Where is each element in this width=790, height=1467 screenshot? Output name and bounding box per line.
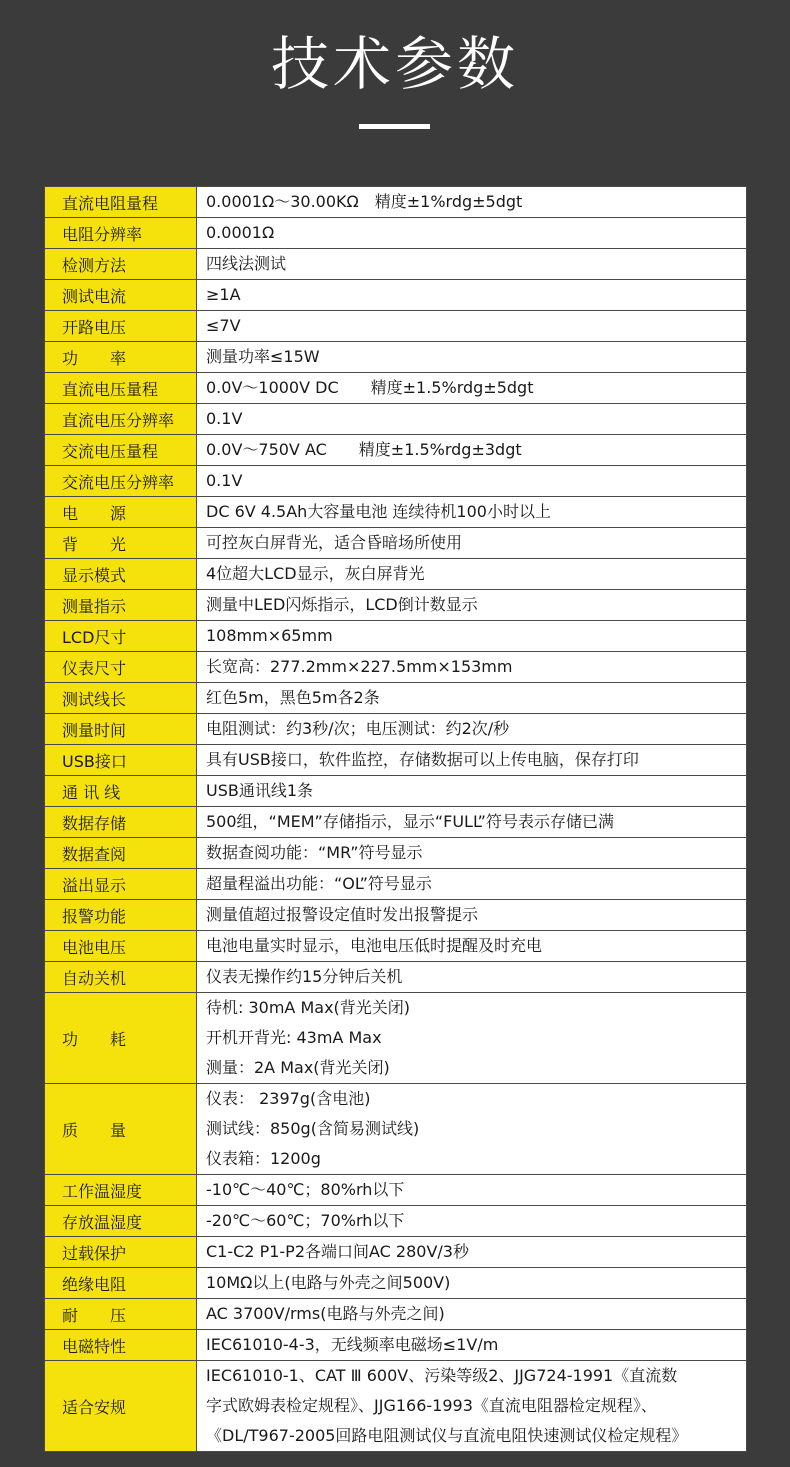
- spec-row: [45, 621, 747, 652]
- spec-row: [45, 962, 747, 993]
- spec-row: [45, 559, 747, 590]
- spec-value: [197, 776, 747, 807]
- spec-value-line: 数据查阅功能：“MR”符号显示: [206, 843, 423, 862]
- spec-value: [197, 187, 747, 218]
- spec-label: 功 耗: [45, 993, 197, 1084]
- spec-label: 交流电压量程: [45, 435, 197, 466]
- spec-value-line: 0.0001Ω～30.00KΩ 精度±1%rdg±5dgt: [206, 192, 523, 211]
- spec-value: [197, 311, 747, 342]
- spec-value-line: -20℃～60℃；70%rh以下: [206, 1211, 405, 1230]
- spec-value-line: USB通讯线1条: [206, 781, 314, 800]
- spec-value: [197, 745, 747, 776]
- spec-value: [197, 683, 747, 714]
- spec-value: [197, 1361, 747, 1452]
- spec-value: [197, 621, 747, 652]
- spec-value: [197, 1084, 747, 1175]
- spec-value: [197, 931, 747, 962]
- spec-row: [45, 931, 747, 962]
- spec-label: 检测方法: [45, 249, 197, 280]
- spec-row: [45, 311, 747, 342]
- title-underline: [359, 124, 430, 129]
- spec-value: [197, 807, 747, 838]
- spec-row: [45, 807, 747, 838]
- spec-value: [197, 590, 747, 621]
- spec-row: [45, 342, 747, 373]
- spec-value: [197, 900, 747, 931]
- spec-value-line: 待机: 30mA Max(背光关闭): [206, 998, 411, 1017]
- spec-label: 测量时间: [45, 714, 197, 745]
- spec-label: 报警功能: [45, 900, 197, 931]
- spec-row: [45, 1299, 747, 1330]
- spec-row: [45, 1268, 747, 1299]
- spec-row: [45, 218, 747, 249]
- spec-value-line: 测试线：850g(含简易测试线): [206, 1119, 420, 1138]
- spec-label: 溢出显示: [45, 869, 197, 900]
- spec-value: [197, 1175, 747, 1206]
- spec-label: 功 率: [45, 342, 197, 373]
- spec-row: [45, 249, 747, 280]
- spec-label: 过载保护: [45, 1237, 197, 1268]
- spec-value-line: 仪表： 2397g(含电池): [206, 1089, 371, 1108]
- spec-value-line: 字式欧姆表检定规程》、JJG166-1993《直流电阻器检定规程》、: [206, 1396, 657, 1415]
- spec-row: [45, 466, 747, 497]
- spec-label: 质 量: [45, 1084, 197, 1175]
- spec-row: [45, 187, 747, 218]
- spec-label: 电磁特性: [45, 1330, 197, 1361]
- spec-value-line: 500组，“MEM”存储指示，显示“FULL”符号表示存储已满: [206, 812, 614, 831]
- page-title: 技术参数: [270, 30, 519, 98]
- spec-value: [197, 249, 747, 280]
- spec-value-line: C1-C2 P1-P2各端口间AC 280V/3秒: [206, 1242, 469, 1261]
- spec-row: [45, 1330, 747, 1361]
- spec-value-line: 可控灰白屏背光，适合昏暗场所使用: [206, 533, 463, 552]
- spec-label: 数据存储: [45, 807, 197, 838]
- spec-value: [197, 869, 747, 900]
- spec-value: [197, 559, 747, 590]
- spec-label: 背 光: [45, 528, 197, 559]
- spec-value-line: 10MΩ以上(电路与外壳之间500V): [206, 1273, 451, 1292]
- spec-row: [45, 993, 747, 1084]
- spec-table: [44, 186, 747, 1452]
- spec-label: 工作温湿度: [45, 1175, 197, 1206]
- spec-value-line: 四线法测试: [206, 254, 287, 273]
- spec-value: [197, 1237, 747, 1268]
- spec-label: 仪表尺寸: [45, 652, 197, 683]
- spec-label: 测量指示: [45, 590, 197, 621]
- spec-label: 直流电阻量程: [45, 187, 197, 218]
- spec-value: [197, 838, 747, 869]
- spec-value-line: 开机开背光: 43mA Max: [206, 1028, 382, 1047]
- spec-value-line: -10℃～40℃；80%rh以下: [206, 1180, 405, 1199]
- spec-value-line: 测量功率≤15W: [206, 347, 320, 366]
- spec-row: [45, 1237, 747, 1268]
- spec-value-line: 具有USB接口，软件监控，存储数据可以上传电脑，保存打印: [206, 750, 639, 769]
- spec-label: 存放温湿度: [45, 1206, 197, 1237]
- spec-value-line: 测量中LED闪烁指示，LCD倒计数显示: [206, 595, 478, 614]
- spec-value-line: ≥1A: [206, 285, 241, 304]
- spec-row: [45, 528, 747, 559]
- spec-value-line: 电阻测试：约3秒/次；电压测试：约2次/秒: [206, 719, 510, 738]
- spec-value-line: 测量值超过报警设定值时发出报警提示: [206, 905, 479, 924]
- spec-value: [197, 466, 747, 497]
- spec-value-line: 0.0V～1000V DC 精度±1.5%rdg±5dgt: [206, 378, 534, 397]
- spec-value: [197, 652, 747, 683]
- spec-value-line: 0.0V～750V AC 精度±1.5%rdg±3dgt: [206, 440, 522, 459]
- spec-label: 显示模式: [45, 559, 197, 590]
- spec-label: USB接口: [45, 745, 197, 776]
- spec-value-line: 4位超大LCD显示，灰白屏背光: [206, 564, 425, 583]
- spec-value-line: 0.0001Ω: [206, 223, 275, 242]
- spec-row: [45, 683, 747, 714]
- spec-value-line: 108mm×65mm: [206, 626, 333, 645]
- spec-row: [45, 1361, 747, 1452]
- spec-value-line: DC 6V 4.5Ah大容量电池 连续待机100小时以上: [206, 502, 551, 521]
- spec-value: [197, 342, 747, 373]
- spec-row: [45, 497, 747, 528]
- spec-label: LCD尺寸: [45, 621, 197, 652]
- spec-value: [197, 404, 747, 435]
- spec-row: [45, 1084, 747, 1175]
- spec-label: 耐 压: [45, 1299, 197, 1330]
- spec-row: [45, 745, 747, 776]
- spec-value-line: 超量程溢出功能：“OL”符号显示: [206, 874, 432, 893]
- spec-label: 绝缘电阻: [45, 1268, 197, 1299]
- spec-value-line: AC 3700V/rms(电路与外壳之间): [206, 1304, 445, 1323]
- spec-value: [197, 1299, 747, 1330]
- spec-value: [197, 1206, 747, 1237]
- spec-row: [45, 714, 747, 745]
- spec-value: [197, 1268, 747, 1299]
- spec-row: [45, 404, 747, 435]
- spec-row: [45, 1175, 747, 1206]
- spec-row: [45, 590, 747, 621]
- spec-value: [197, 435, 747, 466]
- spec-label: 直流电压分辨率: [45, 404, 197, 435]
- spec-value-line: 红色5m，黑色5m各2条: [206, 688, 380, 707]
- spec-row: [45, 280, 747, 311]
- spec-row: [45, 1206, 747, 1237]
- spec-label: 数据查阅: [45, 838, 197, 869]
- spec-value: [197, 528, 747, 559]
- spec-value: [197, 497, 747, 528]
- spec-label: 电 源: [45, 497, 197, 528]
- spec-value-line: 长宽高：277.2mm×227.5mm×153mm: [206, 657, 513, 676]
- spec-value: [197, 373, 747, 404]
- spec-value-line: 测量：2A Max(背光关闭): [206, 1058, 390, 1077]
- spec-row: [45, 838, 747, 869]
- spec-label: 测试线长: [45, 683, 197, 714]
- spec-value: [197, 962, 747, 993]
- spec-label: 适合安规: [45, 1361, 197, 1452]
- spec-value-line: IEC61010-4-3，无线频率电磁场≤1V/m: [206, 1335, 499, 1354]
- spec-value-line: IEC61010-1、CAT Ⅲ 600V、污染等级2、JJG724-1991《直流数: [206, 1366, 678, 1385]
- spec-label: 通 讯 线: [45, 776, 197, 807]
- page-header: [0, 0, 790, 186]
- spec-label: 电池电压: [45, 931, 197, 962]
- spec-value: [197, 1330, 747, 1361]
- spec-label: 自动关机: [45, 962, 197, 993]
- spec-value-line: 仪表无操作约15分钟后关机: [206, 967, 403, 986]
- spec-row: [45, 373, 747, 404]
- spec-value-line: 0.1V: [206, 471, 243, 490]
- spec-label: 测试电流: [45, 280, 197, 311]
- spec-label: 电阻分辨率: [45, 218, 197, 249]
- spec-value: [197, 280, 747, 311]
- spec-value: [197, 993, 747, 1084]
- spec-label: 开路电压: [45, 311, 197, 342]
- spec-value-line: ≤7V: [206, 316, 241, 335]
- spec-row: [45, 900, 747, 931]
- spec-row: [45, 652, 747, 683]
- spec-value-line: 仪表箱：1200g: [206, 1149, 321, 1168]
- spec-row: [45, 435, 747, 466]
- spec-row: [45, 776, 747, 807]
- spec-row: [45, 869, 747, 900]
- spec-value: [197, 218, 747, 249]
- spec-label: 直流电压量程: [45, 373, 197, 404]
- spec-label: 交流电压分辨率: [45, 466, 197, 497]
- spec-value-line: 《DL/T967-2005回路电阻测试仪与直流电阻快速测试仪检定规程》: [206, 1426, 688, 1445]
- spec-value-line: 0.1V: [206, 409, 243, 428]
- spec-value-line: 电池电量实时显示，电池电压低时提醒及时充电: [206, 936, 543, 955]
- spec-value: [197, 714, 747, 745]
